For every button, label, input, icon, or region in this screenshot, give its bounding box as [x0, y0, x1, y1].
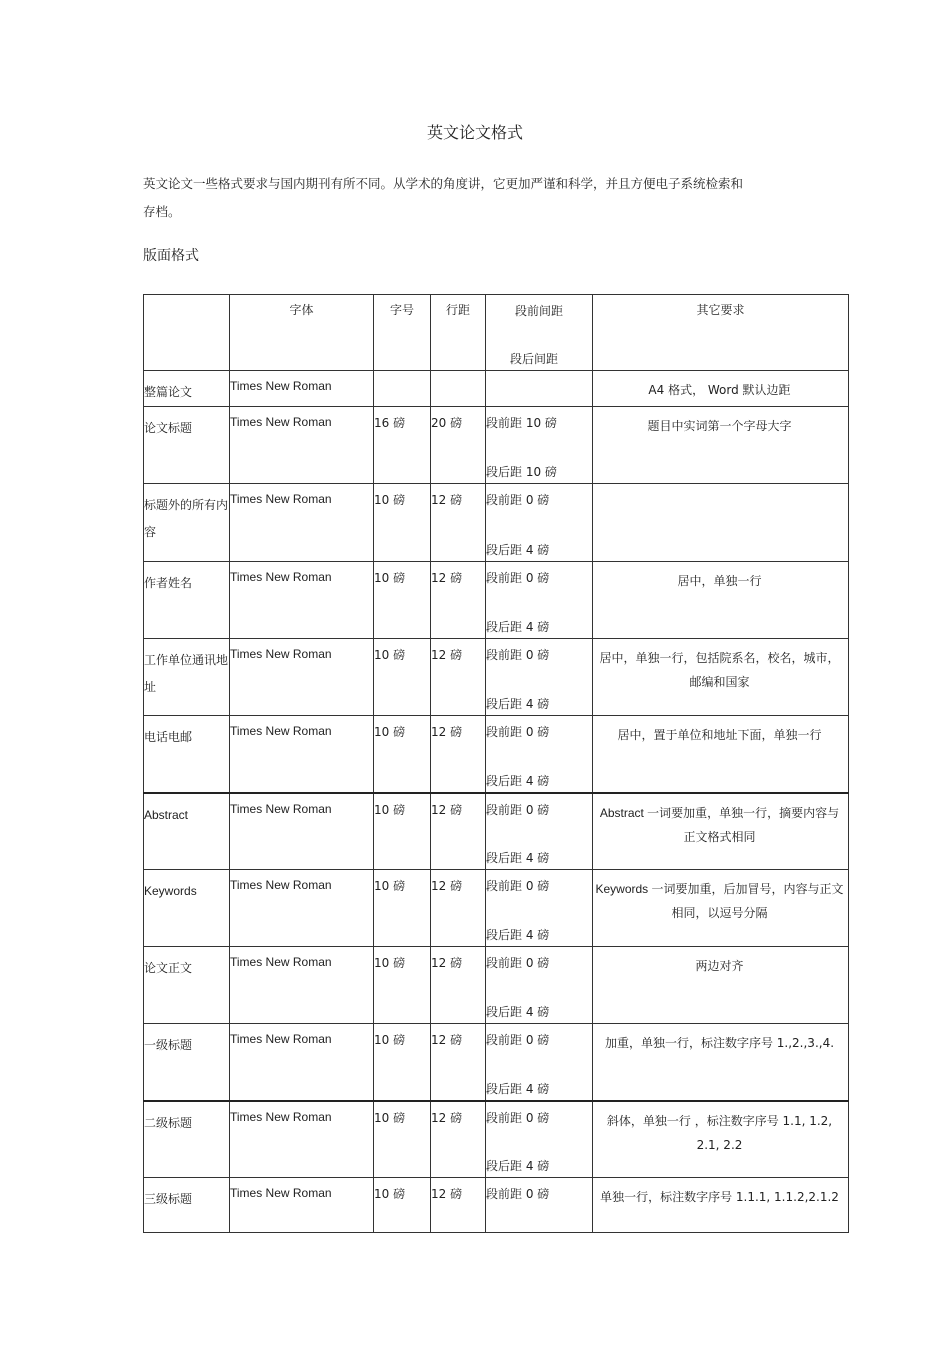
row-spacing-before: 段前距 0 磅	[486, 648, 550, 662]
row-spacing-before	[486, 371, 592, 378]
row-spacing-before: 段前距 0 磅	[486, 725, 550, 739]
header-size: 字号	[374, 295, 431, 371]
row-size: 10 磅	[374, 793, 431, 870]
row-font: Times New Roman	[230, 639, 374, 716]
row-label: 作者姓名	[144, 562, 230, 639]
header-spacing	[486, 295, 593, 371]
format-table	[143, 294, 849, 1233]
row-spacing-after: 段后距 4 磅	[486, 1081, 550, 1096]
table-row	[144, 793, 849, 870]
row-line: 12 磅	[431, 639, 486, 716]
document-title: 英文论文格式	[426, 123, 523, 142]
row-size: 10 磅	[374, 1024, 431, 1101]
table-row	[144, 716, 849, 793]
table-row	[144, 371, 849, 407]
row-label: Keywords	[144, 870, 230, 947]
row-font: Times New Roman	[230, 716, 374, 793]
row-line: 12 磅	[431, 793, 486, 870]
row-spacing	[486, 371, 593, 407]
row-spacing-after: 段后距 4 磅	[486, 773, 550, 788]
row-font: Times New Roman	[230, 371, 374, 407]
row-spacing	[486, 1024, 593, 1101]
row-line: 12 磅	[431, 1024, 486, 1101]
row-line: 12 磅	[431, 716, 486, 793]
row-spacing	[486, 870, 593, 947]
row-font: Times New Roman	[230, 870, 374, 947]
row-other: 两边对齐	[593, 947, 849, 1024]
row-font: Times New Roman	[230, 407, 374, 484]
row-label: 三级标题	[144, 1178, 230, 1233]
intro-paragraph: 英文论文一些格式要求与国内期刊有所不同。从学术的角度讲，它更加严谨和科学，并且方便电子系统检索和存档。	[143, 176, 744, 219]
header-font: 字体	[230, 295, 374, 371]
row-line: 12 磅	[431, 870, 486, 947]
row-other: 居中，置于单位和地址下面，单独一行	[593, 716, 849, 793]
row-font: Times New Roman	[230, 1024, 374, 1101]
table-row	[144, 484, 849, 562]
row-label: 论文正文	[144, 947, 230, 1024]
header-empty	[144, 295, 230, 371]
row-other: 题目中实词第一个字母大字	[593, 407, 849, 484]
row-line: 20 磅	[431, 407, 486, 484]
row-size: 10 磅	[374, 870, 431, 947]
row-size: 10 磅	[374, 716, 431, 793]
row-spacing-before: 段前距 0 磅	[486, 493, 550, 507]
row-other	[593, 484, 849, 562]
row-size: 10 磅	[374, 639, 431, 716]
table-row	[144, 1178, 849, 1233]
table-row	[144, 1024, 849, 1101]
row-spacing-after: 段后距 4 磅	[486, 928, 550, 942]
row-spacing-after: 段后距 4 磅	[486, 1005, 550, 1019]
header-line: 行距	[431, 295, 486, 371]
row-spacing-after: 段后距 4 磅	[486, 697, 550, 711]
row-other: 斜体，单独一行 ，标注数字序号 1.1, 1.2, 2.1, 2.2	[593, 1101, 849, 1178]
row-spacing-before: 段前距 0 磅	[486, 571, 550, 585]
row-font: Times New Roman	[230, 1101, 374, 1178]
row-size	[374, 371, 431, 407]
row-spacing	[486, 793, 593, 870]
row-spacing-after: 段后距 4 磅	[486, 851, 550, 865]
header-other: 其它要求	[593, 295, 849, 371]
row-label: 电话电邮	[144, 716, 230, 793]
row-other: A4 格式， Word 默认边距	[593, 371, 849, 407]
row-font: Times New Roman	[230, 562, 374, 639]
header-spacing-after: 段后间距	[510, 352, 559, 366]
row-font: Times New Roman	[230, 1178, 374, 1233]
row-line: 12 磅	[431, 484, 486, 562]
row-size: 16 磅	[374, 407, 431, 484]
row-label: 一级标题	[144, 1024, 230, 1101]
row-line: 12 磅	[431, 1101, 486, 1178]
table-row	[144, 1101, 849, 1178]
row-label: Abstract	[144, 793, 230, 870]
row-spacing-before: 段前距 0 磅	[486, 879, 550, 893]
section-heading: 版面格式	[143, 248, 199, 264]
row-label: 二级标题	[144, 1101, 230, 1178]
row-line	[431, 371, 486, 407]
row-line: 12 磅	[431, 1178, 486, 1233]
row-other: 单独一行，标注数字序号 1.1.1, 1.1.2,2.1.2	[593, 1178, 849, 1233]
table-row	[144, 947, 849, 1024]
row-other: 加重，单独一行，标注数字序号 1.,2.,3.,4.	[593, 1024, 849, 1101]
row-line: 12 磅	[431, 562, 486, 639]
row-spacing	[486, 562, 593, 639]
row-size: 10 磅	[374, 947, 431, 1024]
row-spacing-after: 段后距 4 磅	[486, 1159, 550, 1173]
row-label: 工作单位通讯地址	[144, 639, 230, 716]
table-row	[144, 562, 849, 639]
header-spacing-before: 段前间距	[514, 304, 563, 318]
row-spacing	[486, 1101, 593, 1178]
row-spacing	[486, 716, 593, 793]
row-font: Times New Roman	[230, 793, 374, 870]
row-spacing	[486, 1178, 593, 1233]
row-font: Times New Roman	[230, 484, 374, 562]
row-spacing-before: 段前距 0 磅	[486, 1033, 550, 1047]
row-label: 整篇论文	[144, 371, 230, 407]
row-spacing-before: 段前距 0 磅	[486, 1187, 550, 1201]
row-other: 居中，单独一行	[593, 562, 849, 639]
table-row	[144, 407, 849, 484]
row-label: 标题外的所有内容	[144, 484, 230, 562]
row-other: Abstract 一词要加重，单独一行，摘要内容与正文格式相同	[593, 793, 849, 870]
row-size: 10 磅	[374, 1178, 431, 1233]
row-spacing-after: 段后距 4 磅	[486, 620, 550, 634]
table-header-row	[144, 295, 849, 371]
row-spacing-after: 段后距 4 磅	[486, 543, 550, 557]
row-spacing	[486, 484, 593, 562]
row-other: Keywords 一词要加重，后加冒号，内容与正文相同，以逗号分隔	[593, 870, 849, 947]
row-size: 10 磅	[374, 1101, 431, 1178]
row-line: 12 磅	[431, 947, 486, 1024]
table-row	[144, 870, 849, 947]
row-spacing-before: 段前距 10 磅	[486, 416, 557, 430]
row-spacing-before: 段前距 0 磅	[486, 1110, 550, 1125]
row-label: 论文标题	[144, 407, 230, 484]
row-spacing-before: 段前距 0 磅	[486, 956, 550, 970]
row-spacing-before: 段前距 0 磅	[486, 802, 550, 817]
row-spacing	[486, 947, 593, 1024]
row-size: 10 磅	[374, 562, 431, 639]
table-row	[144, 639, 849, 716]
row-spacing	[486, 407, 593, 484]
row-spacing	[486, 639, 593, 716]
row-other: 居中，单独一行，包括院系名，校名，城市，邮编和国家	[593, 639, 849, 716]
row-size: 10 磅	[374, 484, 431, 562]
row-font: Times New Roman	[230, 947, 374, 1024]
row-spacing-after: 段后距 10 磅	[486, 465, 557, 479]
